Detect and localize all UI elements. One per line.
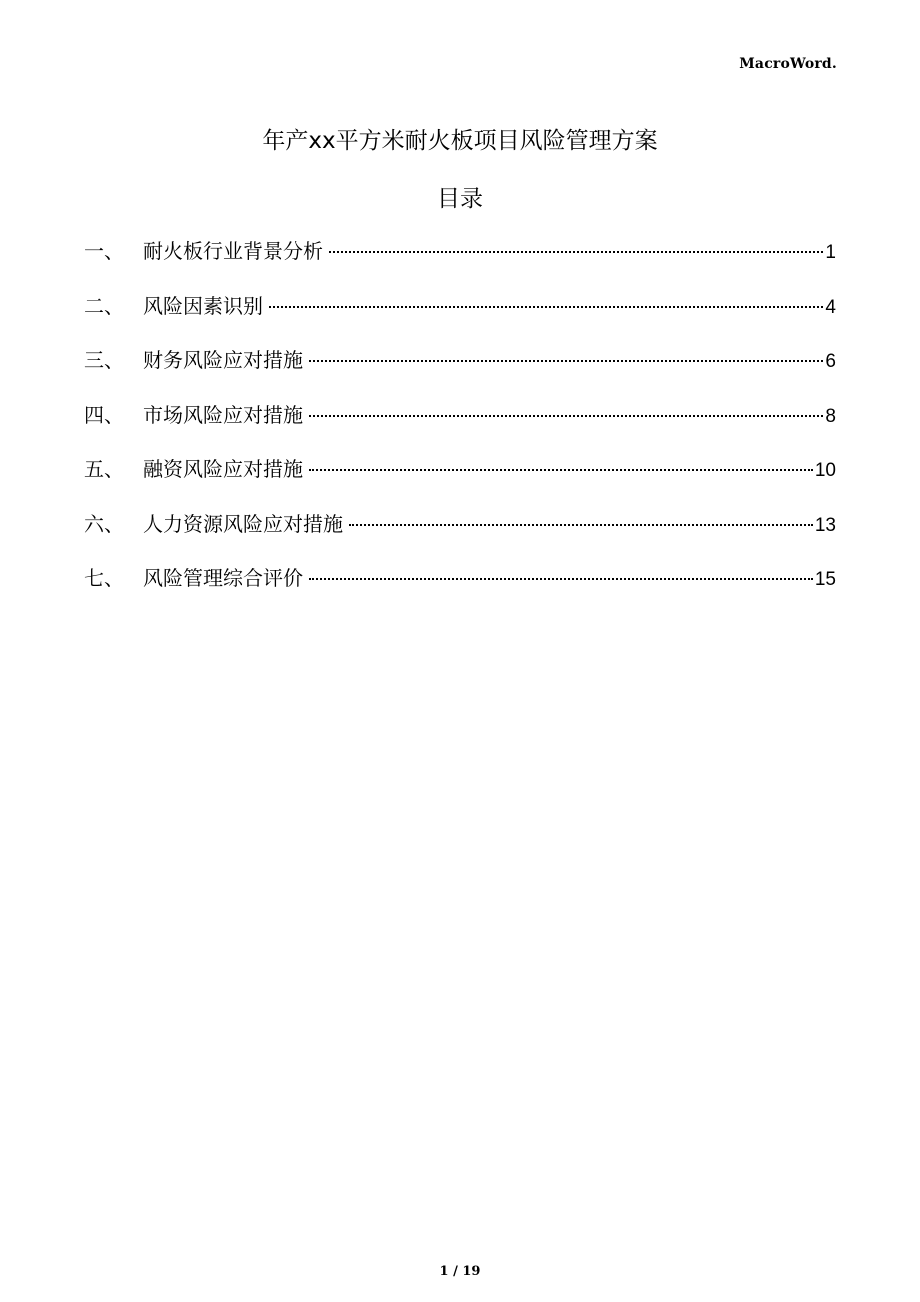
toc-dot-leader <box>309 469 813 471</box>
toc-entry-page: 8 <box>825 405 836 427</box>
brand-header: MacroWord. <box>739 56 837 72</box>
toc-entry-number: 一、 <box>84 239 124 263</box>
toc-entry-number: 七、 <box>84 566 124 590</box>
toc-entry-title: 耐火板行业背景分析 <box>143 239 323 263</box>
toc-entry-7[interactable] <box>84 559 836 614</box>
page-indicator: 1 / 19 <box>439 1264 481 1279</box>
toc-dot-leader <box>269 306 823 308</box>
toc-entry-4[interactable] <box>84 396 836 451</box>
toc-entry-1[interactable] <box>84 232 836 287</box>
toc-entry-number: 四、 <box>84 402 124 427</box>
table-of-contents <box>84 232 836 614</box>
toc-entry-3[interactable] <box>84 341 836 396</box>
toc-entry-number: 五、 <box>84 457 124 481</box>
toc-entry-6[interactable] <box>84 505 836 560</box>
toc-entry-title: 人力资源风险应对措施 <box>143 511 343 536</box>
toc-dot-leader <box>329 251 823 253</box>
document-title: 年产xx平方米耐火板项目风险管理方案 <box>262 128 658 154</box>
toc-entry-number: 三、 <box>84 348 124 372</box>
toc-entry-title: 风险管理综合评价 <box>143 566 303 590</box>
toc-dot-leader <box>349 524 813 526</box>
toc-entry-title: 融资风险应对措施 <box>143 457 303 481</box>
toc-entry-page: 13 <box>814 514 836 536</box>
toc-entry-page: 10 <box>814 460 836 481</box>
toc-entry-page: 6 <box>825 351 836 372</box>
toc-entry-2[interactable] <box>84 287 836 342</box>
toc-entry-number: 二、 <box>84 293 124 318</box>
toc-dot-leader <box>309 578 813 580</box>
toc-entry-page: 4 <box>825 296 836 318</box>
toc-entry-title: 财务风险应对措施 <box>143 348 303 372</box>
toc-entry-number: 六、 <box>84 511 124 536</box>
toc-entry-5[interactable] <box>84 450 836 505</box>
toc-entry-title: 风险因素识别 <box>143 293 263 318</box>
toc-entry-page: 1 <box>825 242 836 263</box>
toc-entry-title: 市场风险应对措施 <box>143 402 303 427</box>
toc-dot-leader <box>309 360 823 362</box>
toc-dot-leader <box>309 415 823 417</box>
toc-entry-page: 15 <box>814 569 836 590</box>
toc-heading: 目录 <box>437 186 483 212</box>
